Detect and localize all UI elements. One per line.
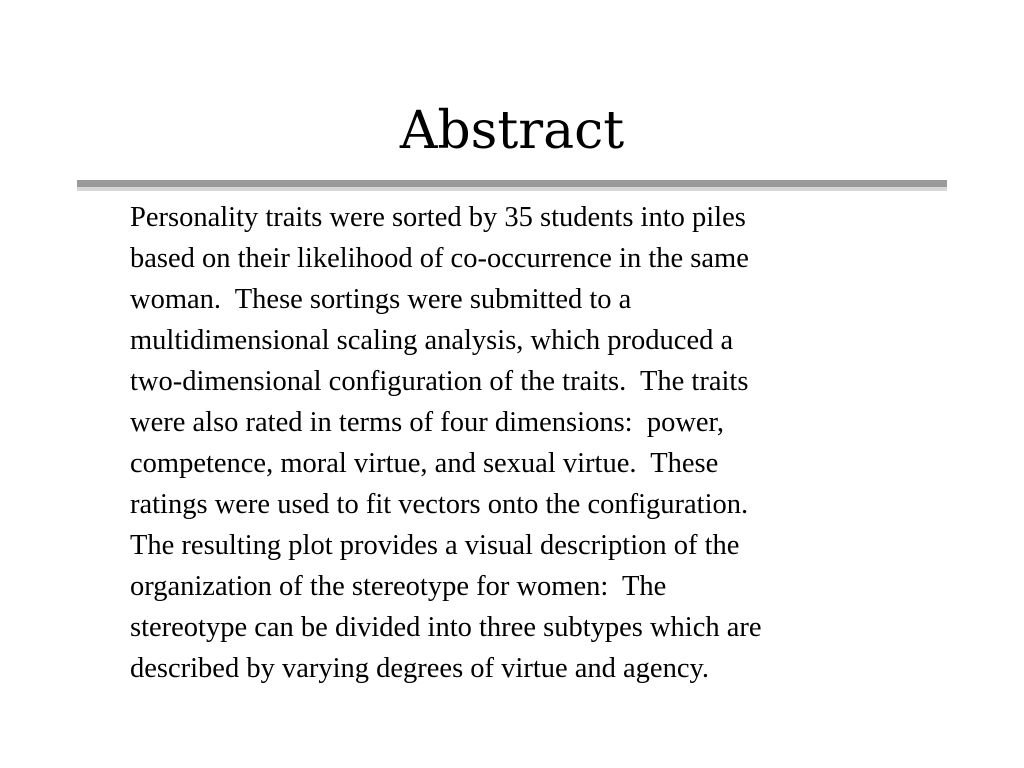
title-divider-dark-band (77, 180, 947, 187)
title-divider (77, 180, 947, 191)
abstract-line: stereotype can be divided into three subtypes which are (130, 612, 762, 643)
abstract-line: based on their likelihood of co-occurrence in the same (130, 243, 749, 274)
abstract-line: The resulting plot provides a visual description of the (130, 530, 740, 561)
abstract-line: ratings were used to fit vectors onto the configuration. (130, 489, 749, 520)
title-divider-light-band (77, 187, 947, 191)
abstract-line: two-dimensional configuration of the traits. The traits (130, 366, 749, 397)
abstract-line: woman. These sortings were submitted to a (130, 284, 632, 315)
abstract-line: organization of the stereotype for women: The (130, 571, 667, 602)
abstract-line: Personality traits were sorted by 35 students into piles (130, 202, 746, 233)
abstract-line: competence, moral virtue, and sexual virtue. These (130, 448, 719, 479)
abstract-body (130, 197, 920, 689)
abstract-line: were also rated in terms of four dimensions: power, (130, 407, 725, 438)
abstract-line: multidimensional scaling analysis, which produced a (130, 325, 734, 356)
abstract-line: described by varying degrees of virtue and agency. (130, 653, 710, 684)
slide-title: Abstract (399, 101, 625, 161)
